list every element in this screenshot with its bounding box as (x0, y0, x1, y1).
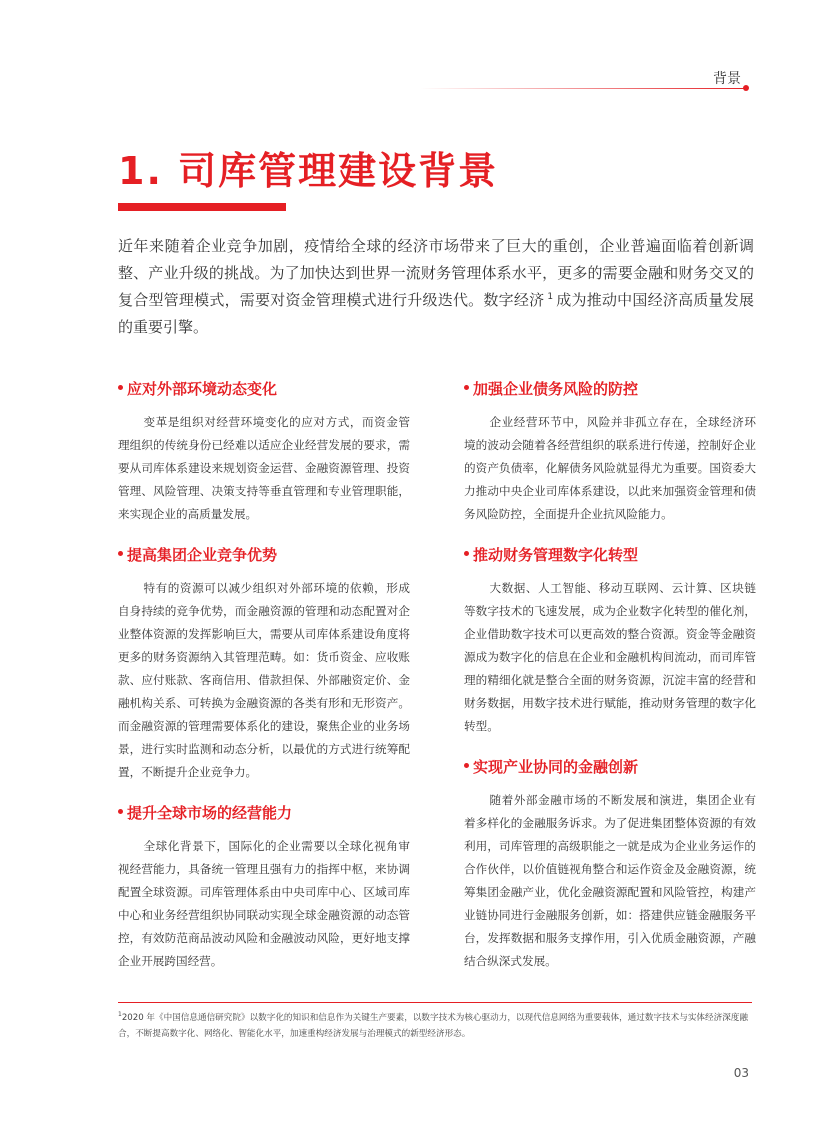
footnote-divider (118, 1002, 752, 1003)
footnote (118, 1010, 758, 1042)
section-title: 提高集团企业竞争优势 (127, 546, 278, 564)
intro-text-before: 近年来随着企业竞争加剧，疫情给全球的经济市场带来了巨大的重创，企业普遍面临着创新调整、产业升级的挑战。为了加快达到世界一流财务管理体系水平，更多的需要金融和财务交叉的复合型管理模式，需要对资金管理模式进行升级迭代。数字经济 (118, 237, 754, 309)
section-body: 随着外部金融市场的不断发展和演进，集团企业有着多样化的金融服务诉求。为了促进集团整体资源的有效利用，司库管理的高级职能之一就是成为企业业务运作的合作伙伴，以价值链视角整合和运作资金及金融资源，统筹集团金融产业，优化金融资源配置和风险管控，构建产业链协同进行金融服务创新，如：搭建供应链金融服务平台，发挥数据和服务支撑作用，引入优质金融资源，产融结合纵深式发展。 (464, 793, 756, 968)
page-title: 1. 司库管理建设背景 (118, 149, 499, 193)
section-title: 推动财务管理数字化转型 (473, 546, 639, 564)
section-body: 企业经营环节中，风险并非孤立存在，全球经济环境的波动会随着各经营组织的联系进行传递，控制好企业的资产负债率，化解债务风险就显得尤为重要。国资委大力推动中央企业司库体系建设，以此来加强资金管理和债务风险防控，全面提升企业抗风险能力。 (464, 415, 756, 521)
intro-text-after: 成为推动中国经济高质量发展的重要引擎。 (118, 291, 754, 336)
section-body: 特有的资源可以减少组织对外部环境的依赖，形成自身持续的竞争优势，而金融资源的管理和动态配置对企业整体资源的发挥影响巨大，需要从司库体系建设角度将更多的财务资源纳入其管理范畴。如：货币资金、应收账款、应付账款、客商信用、借款担保、外部融资定价、金融机构关系、可转换为金融资源的各类有形和无形资产。而金融资源的管理需要体系化的建设，聚焦企业的业务场景，进行实时监测和动态分析，以最优的方式进行统筹配置，不断提升企业竞争力。 (118, 581, 410, 779)
section-body: 全球化背景下，国际化的企业需要以全球化视角审视经营能力，具备统一管理且强有力的指挥中枢，来协调配置全球资源。司库管理体系由中央司库中心、区域司库中心和业务经营组织协同联动实现全球金融资源的动态管控，有效防范商品波动风险和金融波动风险，更好地支撑企业开展跨国经营。 (118, 839, 410, 968)
bullet-icon (118, 551, 123, 556)
section-financial-innovation (464, 756, 756, 973)
header-dot (743, 85, 749, 91)
section-global-operations (118, 802, 410, 973)
section-body: 变革是组织对经营环境变化的应对方式，而资金管理组织的传统身份已经难以适应企业经营发展的要求，需要从司库体系建设来规划资金运营、金融资源管理、投资管理、风险管理、决策支持等垂直管理和专业管理职能，来实现企业的高质量发展。 (118, 415, 410, 521)
bullet-icon (464, 763, 469, 768)
section-external-environment (118, 378, 410, 526)
bullet-icon (464, 551, 469, 556)
bullet-icon (464, 385, 469, 390)
bullet-icon (118, 809, 123, 814)
header-divider (420, 88, 745, 89)
section-competitive-advantage (118, 544, 410, 784)
section-label: 背景 (713, 71, 741, 87)
bullet-icon (118, 385, 123, 390)
section-title: 实现产业协同的金融创新 (473, 758, 639, 776)
footnote-text: 2020 年《中国信息通信研究院》以数字化的知识和信息作为关键生产要素，以数字技术为核心驱动力，以现代信息网络为重要载体，通过数字技术与实体经济深度融合，不断提高数字化、网络化、智能化水平，加速重构经济发展与治理模式的新型经济形态。 (118, 1013, 748, 1039)
section-title: 应对外部环境动态变化 (127, 380, 278, 398)
title-underline-bar (118, 203, 286, 211)
section-digital-transformation (464, 544, 756, 738)
left-column (118, 378, 410, 991)
section-body: 大数据、人工智能、移动互联网、云计算、区块链等数字技术的飞速发展，成为企业数字化转型的催化剂，企业借助数字技术可以更高效的整合资源。资金等金融资源成为数字化的信息在企业和金融机构间流动，而司库管理的精细化就是整合全面的财务资源，沉淀丰富的经营和财务数据，用数字技术进行赋能，推动财务管理的数字化转型。 (464, 581, 756, 733)
page-number: 03 (733, 1066, 749, 1080)
section-title: 加强企业债务风险的防控 (473, 380, 639, 398)
intro-paragraph (118, 233, 754, 341)
footnote-reference[interactable]: 1 (547, 292, 554, 302)
section-title: 提升全球市场的经营能力 (127, 804, 293, 822)
section-debt-risk (464, 378, 756, 526)
footnote-marker: 1 (118, 1011, 122, 1019)
right-column (464, 378, 756, 991)
